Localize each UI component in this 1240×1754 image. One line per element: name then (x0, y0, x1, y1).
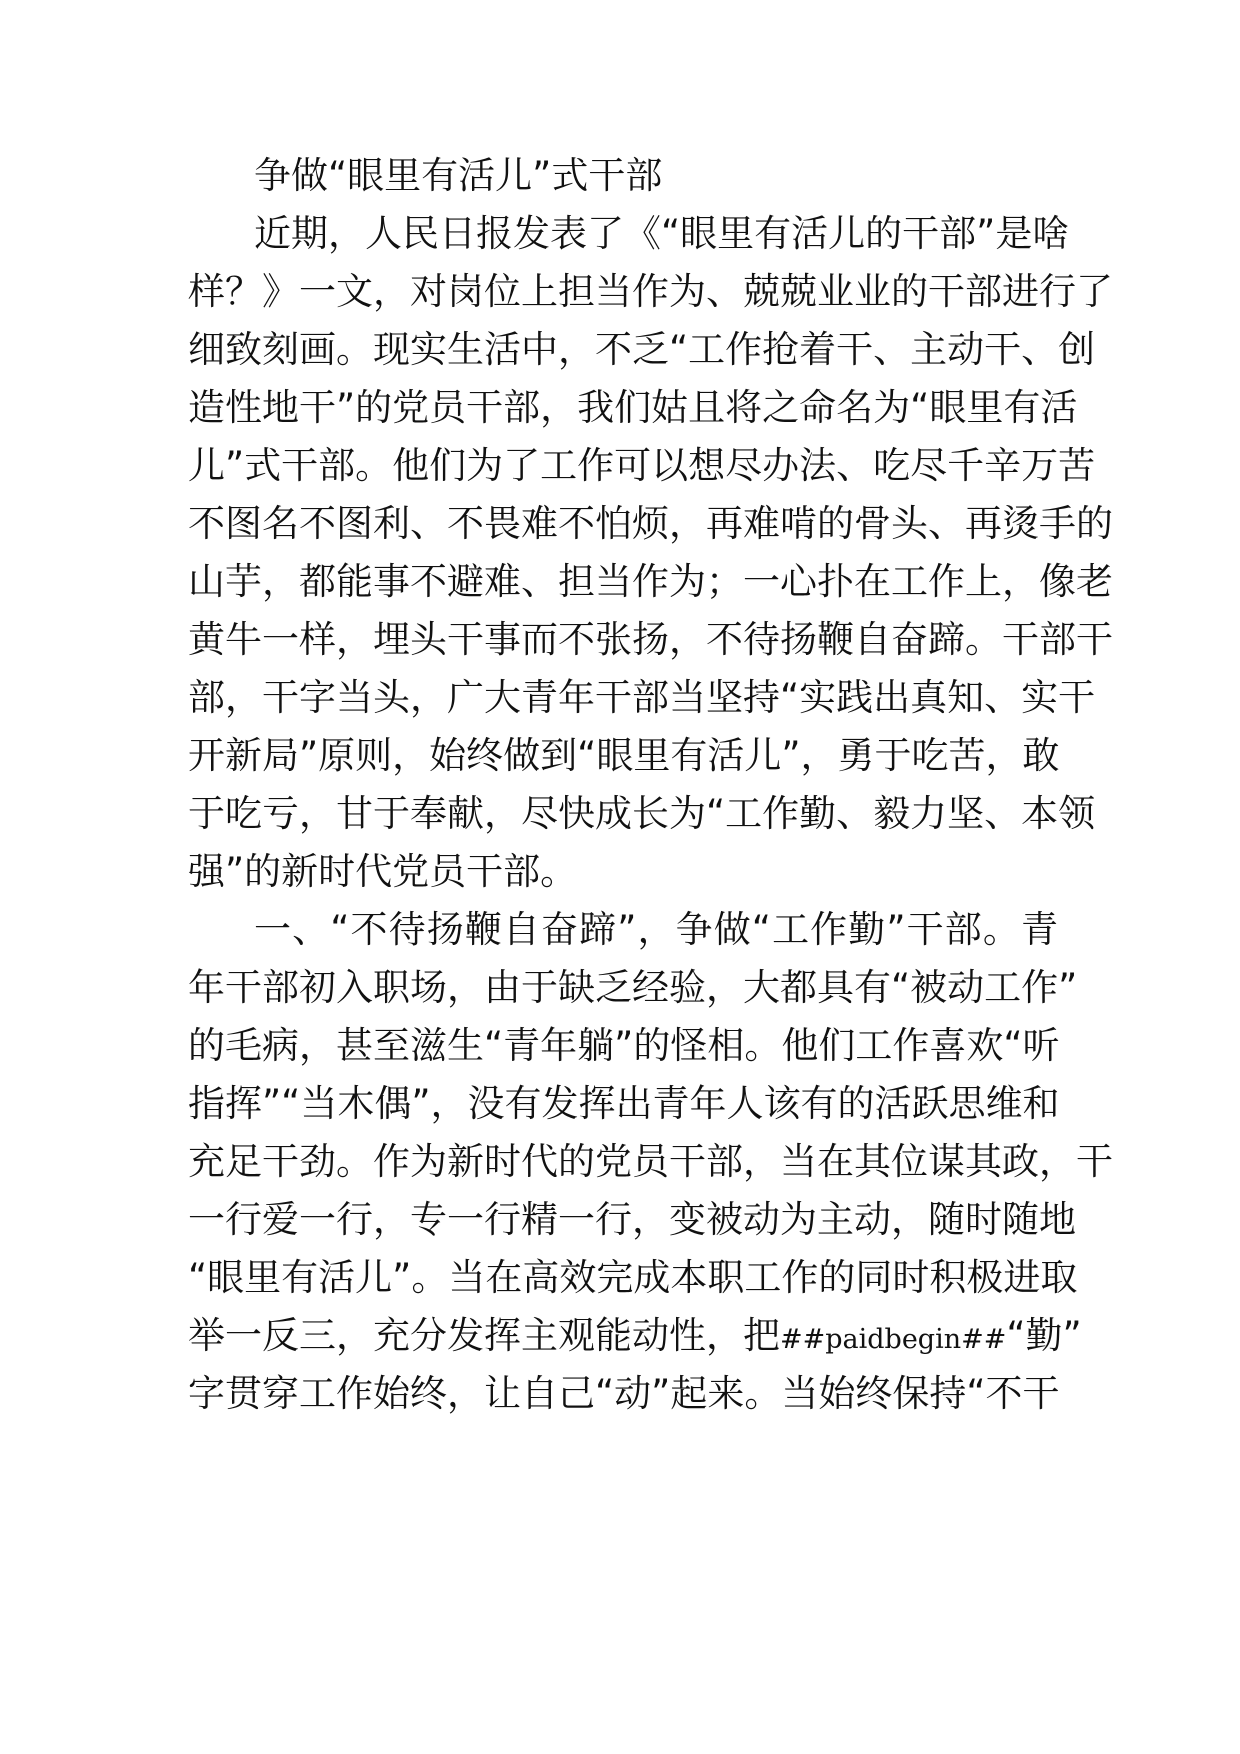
paragraph-1-line-10: 开新局”原则，始终做到“眼里有活儿”，勇于吃苦，敢 (188, 734, 1060, 777)
paragraph-2-line-1: 一、“不待扬鞭自奋蹄”，争做“工作勤”干部。青 (254, 908, 1058, 951)
paragraph-1-line-11: 于吃亏，甘于奉献，尽快成长为“工作勤、毅力坚、本领 (188, 792, 1096, 835)
paragraph-2-line-3: 的毛病，甚至滋生“青年躺”的怪相。他们工作喜欢“听 (188, 1024, 1060, 1067)
paragraph-1-line-3: 细致刻画。现实生活中，不乏“工作抢着干、主动干、创 (188, 328, 1096, 371)
paragraph-1-line-1: 近期，人民日报发表了《“眼里有活儿的干部”是啥 (254, 212, 1070, 255)
paragraph-2-line-4: 指挥”“当木偶”，没有发挥出青年人该有的活跃思维和 (188, 1082, 1060, 1125)
paragraph-2-line-8 (188, 1314, 1082, 1362)
paragraph-1-line-9: 部，干字当头，广大青年干部当坚持“实践出真知、实干 (188, 676, 1096, 719)
paid-begin-marker: ##paidbegin## (780, 1324, 1007, 1355)
paragraph-2-line-8-text: 举一反三，充分发挥主观能动性，把 (188, 1314, 780, 1357)
paragraph-1-line-2: 样？》一文，对岗位上担当作为、兢兢业业的干部进行了 (188, 270, 1113, 313)
paragraph-1-line-5: 儿”式干部。他们为了工作可以想尽办法、吃尽千辛万苦 (188, 444, 1096, 487)
paragraph-1-line-12: 强”的新时代党员干部。 (188, 850, 578, 893)
paragraph-2-line-8-end: “勤” (1006, 1314, 1082, 1357)
paragraph-2-line-7: “眼里有活儿”。当在高效完成本职工作的同时积极进取 (188, 1256, 1078, 1299)
paragraph-1-line-6: 不图名不图利、不畏难不怕烦，再难啃的骨头、再烫手的 (188, 502, 1113, 545)
paragraph-2-line-9: 字贯穿工作始终，让自己“动”起来。当始终保持“不干 (188, 1372, 1060, 1415)
paragraph-2-line-2: 年干部初入职场，由于缺乏经验，大都具有“被动工作” (188, 966, 1078, 1009)
paragraph-1-line-7: 山芋，都能事不避难、担当作为；一心扑在工作上，像老 (188, 560, 1113, 603)
paragraph-1-line-8: 黄牛一样，埋头干事而不张扬，不待扬鞭自奋蹄。干部干 (188, 618, 1113, 661)
paragraph-1-line-4: 造性地干”的党员干部，我们姑且将之命名为“眼里有活 (188, 386, 1078, 429)
paragraph-2-line-6: 一行爱一行，专一行精一行，变被动为主动，随时随地 (188, 1198, 1076, 1241)
paragraph-2-line-5: 充足干劲。作为新时代的党员干部，当在其位谋其政，干 (188, 1140, 1113, 1183)
document-title: 争做“眼里有活儿”式干部 (254, 154, 663, 197)
